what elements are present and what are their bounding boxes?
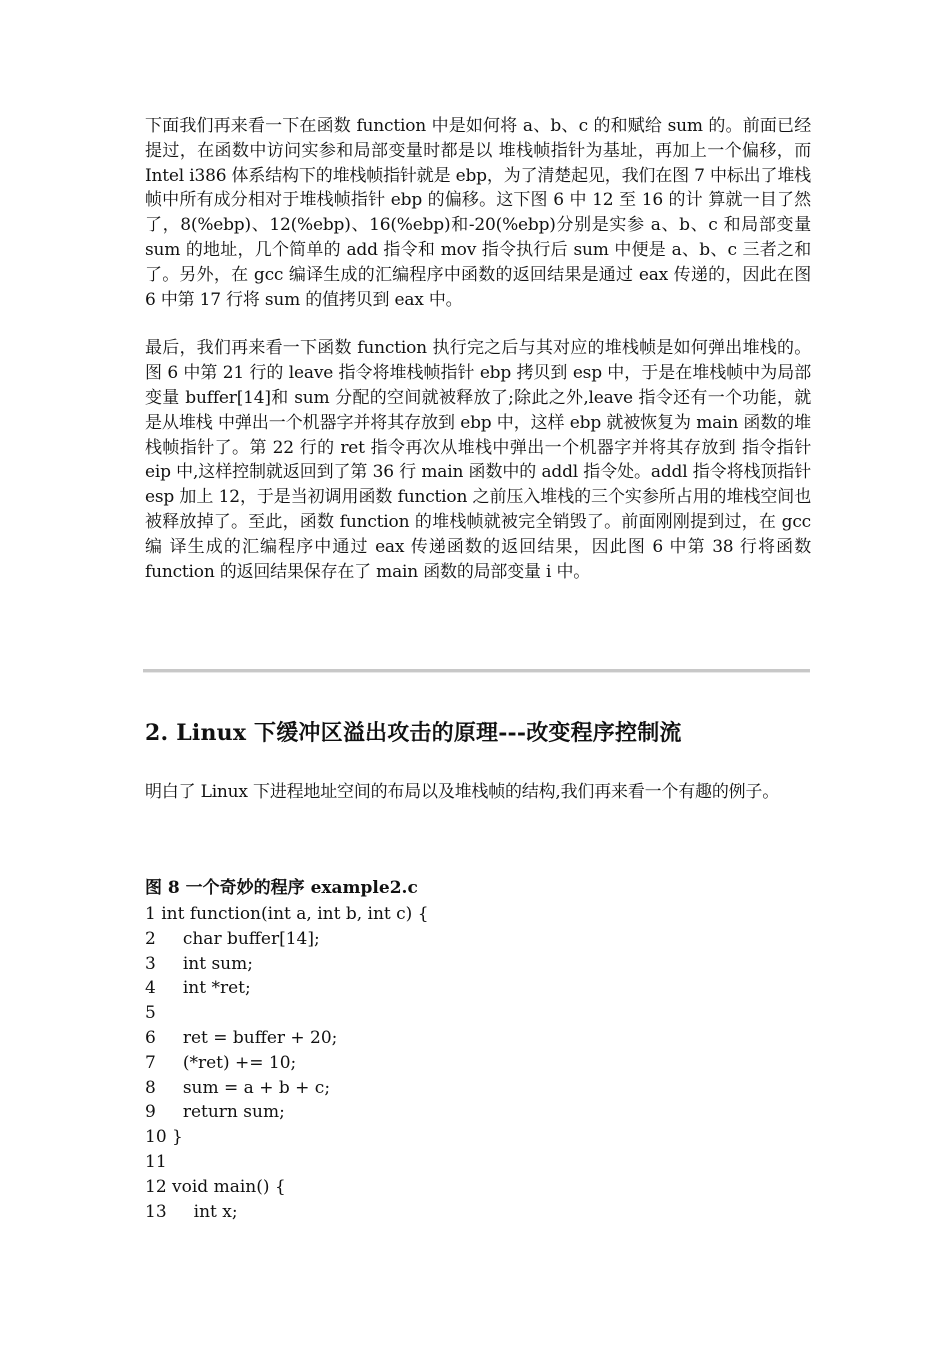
body-text bbox=[145, 114, 811, 584]
paragraph-1: 下面我们再来看一下在函数 function 中是如何将 a、b、c 的和赋给 sum 的。前面已经提过，在函数中访问实参和局部变量时都是以 堆栈帧指针为基址，再加上一个偏移，而 Intel i386 体系结构下的堆栈帧指针就是 ebp，为了清楚起见，我们在图 7 中标出了堆栈帧中所有成分相对于堆栈帧指针 ebp 的偏移。这下图 6 中 12 至 16 的计 算就一目了然了，8(%ebp)、12(%ebp)、16(%ebp)和-20(%ebp)分别是实参 a、b、c 和局部变量 sum 的地址，几个简单的 add 指令和 mov 指令执行后 sum 中便是 a、b、c 三者之和了。另外，在 gcc 编译生成的汇编程序中函数的返回结果是通过 eax 传递的，因此在图 6 中第 17 行将 sum 的值拷贝到 eax 中。 bbox=[145, 116, 811, 310]
code-line: 7 (*ret) += 10; bbox=[145, 1052, 297, 1073]
code-line: 10 } bbox=[145, 1127, 183, 1148]
intro-paragraph: 明白了 Linux 下进程地址空间的布局以及堆栈帧的结构,我们再来看一个有趣的例子。 bbox=[145, 782, 780, 802]
code-line: 5 bbox=[145, 1003, 156, 1024]
horizontal-divider bbox=[143, 669, 810, 673]
code-line: 12 void main() { bbox=[145, 1176, 286, 1197]
code-line: 8 sum = a + b + c; bbox=[145, 1077, 331, 1098]
code-listing bbox=[145, 902, 429, 1224]
code-line: 11 bbox=[145, 1151, 167, 1172]
code-line: 3 int sum; bbox=[145, 953, 253, 974]
paragraph-2: 最后，我们再来看一下函数 function 执行完之后与其对应的堆栈帧是如何弹出堆栈的。图 6 中第 21 行的 leave 指令将堆栈帧指针 ebp 拷贝到 esp 中，于是在堆栈帧中为局部变量 buffer[14]和 sum 分配的空间就被释放了;除此之外,leave 指令还有一个功能，就是从堆栈 中弹出一个机器字并将其存放到 ebp 中，这样 ebp 就被恢复为 main 函数的堆栈帧指针了。第 22 行的 ret 指令再次从堆栈中弹出一个机器字并将其存放到 指令指针 eip 中,这样控制就返回到了第 36 行 main 函数中的 addl 指令处。addl 指令将栈顶指针 esp 加上 12，于是当初调用函数 function 之前压入堆栈的三个实参所占用的堆栈空间也被释放掉了。至此，函数 function 的堆栈帧就被完全销毁了。前面刚刚提到过，在 gcc 编 译生成的汇编程序中通过 eax 传递函数的返回结果，因此图 6 中第 38 行将函数 function 的返回结果保存在了 main 函数的局部变量 i 中。 bbox=[145, 338, 811, 582]
section-heading: 2. Linux 下缓冲区溢出攻击的原理---改变程序控制流 bbox=[145, 720, 682, 746]
code-line: 6 ret = buffer + 20; bbox=[145, 1027, 338, 1048]
code-line: 2 char buffer[14]; bbox=[145, 928, 320, 949]
code-line: 1 int function(int a, int b, int c) { bbox=[145, 904, 429, 924]
intro-block bbox=[145, 780, 811, 805]
code-line: 9 return sum; bbox=[145, 1102, 285, 1123]
code-line: 4 int *ret; bbox=[145, 978, 251, 999]
figure-caption: 图 8 一个奇妙的程序 example2.c bbox=[145, 878, 418, 898]
code-line: 13 int x; bbox=[145, 1201, 238, 1222]
